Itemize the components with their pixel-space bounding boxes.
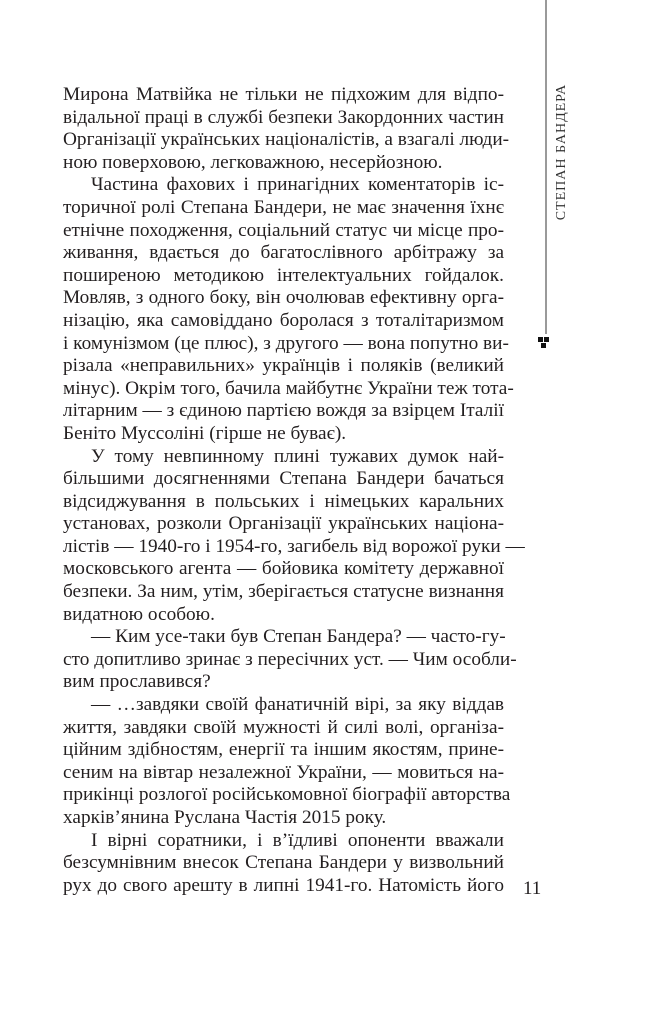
text-line: лістів — 1940-го і 1954-го, загибель від ворожої руки — xyxy=(63,535,525,557)
paragraph xyxy=(63,830,504,898)
text-line: більшими досягненнями Степана Бандери бачаться xyxy=(63,468,504,490)
text-line: Мирона Матвійка не тільки не підхожим для відпо- xyxy=(63,84,504,105)
text-line: харків’янина Руслана Частія 2015 року. xyxy=(63,807,387,828)
text-line: літарним — з єдиною партією вождя за взірцем Італії xyxy=(63,400,504,422)
text-line: установах, розколи Організації українських націона- xyxy=(63,513,504,535)
running-header: СТЕПАН БАНДЕРА xyxy=(554,83,569,221)
text-line: Беніто Муссоліні (гірше не буває). xyxy=(63,422,347,444)
text-line: нізацію, яка самовіддано боролася з тоталітаризмом xyxy=(63,309,504,331)
text-line: торичної ролі Степана Бандери, не має значення їхнє xyxy=(63,196,504,218)
ornament-icon xyxy=(538,337,554,353)
text-line: ною поверховою, легковажною, несерйозною. xyxy=(63,151,443,173)
text-line: відсиджування в польських і німецьких каральних xyxy=(63,490,504,512)
text-line: рух до свого арешту в липні 1941-го. Натомість його xyxy=(63,874,504,896)
text-line: сто допитливо зринає з пересічних уст. — Чим особли- xyxy=(63,648,517,670)
text-line: різала «неправильних» українців і поляків (великий xyxy=(63,355,504,377)
text-line: і комунізмом (це плюс), з другого — вона попутно ви- xyxy=(63,332,509,354)
text-line: безсумнівним внесок Степана Бандери у визвольний xyxy=(63,852,504,874)
text-line: Організації українських націоналістів, а взагалі люди- xyxy=(63,129,510,151)
text-line: — Ким усе-таки був Степан Бандера? — часто-гу- xyxy=(91,626,506,648)
text-line: мінус). Окрім того, бачила майбутнє України теж тота- xyxy=(63,377,514,399)
text-line: — …завдяки своїй фанатичній вірі, за яку віддав xyxy=(91,694,504,716)
text-line: безпеки. За ним, утім, зберігається статусне визнання xyxy=(63,581,504,603)
text-line: життя, завдяки своїй мужності й силі волі, організа- xyxy=(63,716,504,738)
text-line: сеним на вівтар незалежної України, — мовиться на- xyxy=(63,761,504,783)
text-line: І вірні соратники, і в’їдливі опоненти вважали xyxy=(91,829,504,851)
text-line: Частина фахових і принагідних коментаторів іс- xyxy=(91,174,504,196)
margin-rule xyxy=(545,0,547,334)
text-line: поширеною методикою інтелектуальних гойдалок. xyxy=(63,264,504,286)
text-line: прикінці розлогої російськомовної біографії авторства xyxy=(63,784,511,806)
text-line: етнічне походження, соціальний статус чи місце про- xyxy=(63,219,504,241)
text-line: московського агента — бойовика комітету державної xyxy=(63,558,504,580)
paragraph xyxy=(63,84,510,174)
paragraph xyxy=(63,626,517,694)
text-line: живання, вдається до багатослівного арбітражу за xyxy=(63,242,504,264)
page-number: 11 xyxy=(523,878,542,899)
text-line: У тому невпинному плині тужавих думок най- xyxy=(91,445,504,467)
text-line: видатною особою. xyxy=(63,603,215,625)
text-line: ційним здібностям, енергії та іншим якостям, прине- xyxy=(63,739,504,761)
text-line: відальної праці в службі безпеки Закордонних частин xyxy=(63,106,504,128)
text-line: вим прославився? xyxy=(63,671,211,693)
text-line: Мовляв, з одного боку, він очолював ефективну орга- xyxy=(63,287,504,309)
body-text xyxy=(63,84,525,897)
paragraph xyxy=(63,694,511,830)
paragraph xyxy=(63,174,514,445)
paragraph xyxy=(63,445,525,627)
